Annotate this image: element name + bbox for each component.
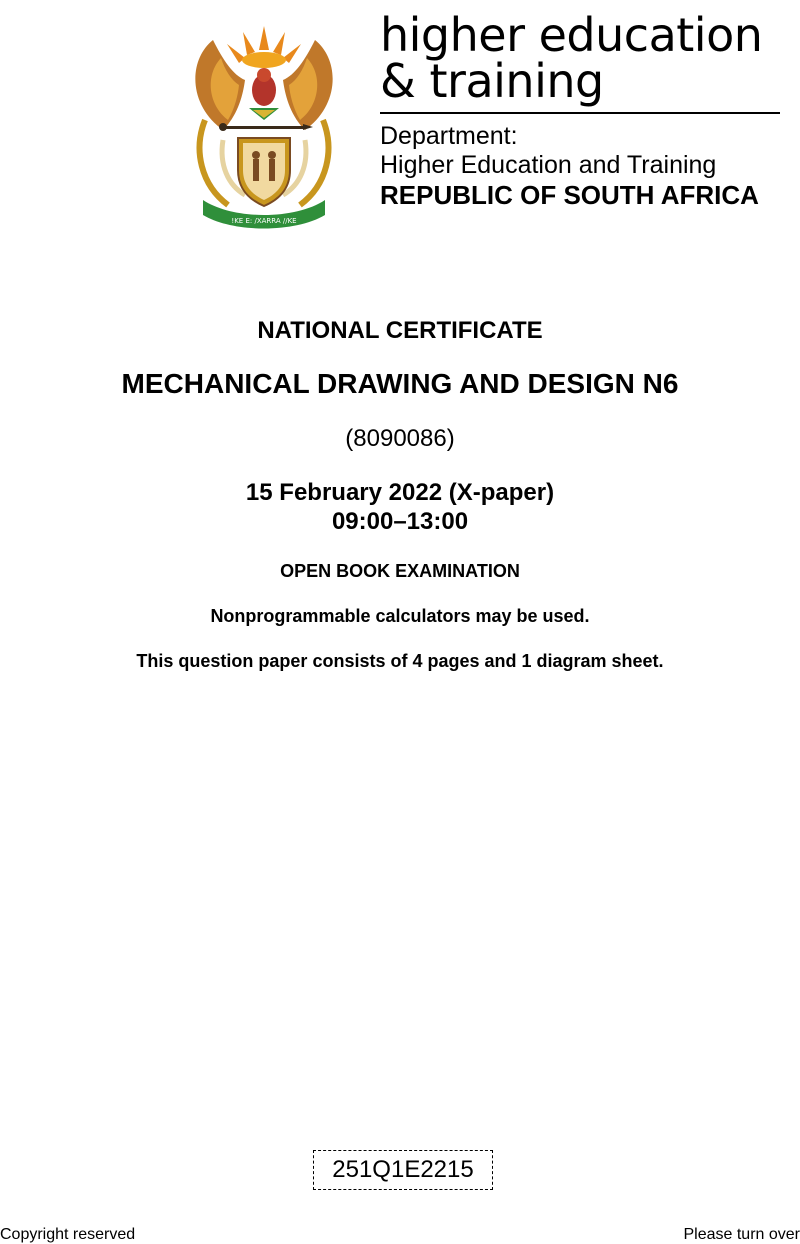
republic-name: REPUBLIC OF SOUTH AFRICA: [380, 180, 759, 210]
calculator-instruction: Nonprogrammable calculators may be used.: [210, 606, 590, 626]
coat-motto-text: !KE E: /XARRA //KE: [231, 217, 297, 225]
brand-title-line2: & training: [380, 54, 604, 108]
paper-code-box: 251Q1E2215: [313, 1150, 493, 1190]
certificate-title: NATIONAL CERTIFICATE: [257, 317, 543, 344]
department-branding: [380, 8, 785, 210]
pages-instruction: This question paper consists of 4 pages and 1 diagram sheet.: [136, 651, 664, 671]
brand-divider: [380, 112, 780, 114]
footer-copyright: Copyright reserved: [0, 1226, 136, 1243]
exam-time: 09:00–13:00: [331, 508, 469, 535]
department-name: Higher Education and Training: [380, 151, 717, 179]
footer-turn-over: Please turn over: [683, 1226, 800, 1243]
department-label: Department:: [380, 122, 518, 150]
subject-title: MECHANICAL DRAWING AND DESIGN N6: [121, 368, 679, 399]
brand-title-line1: higher education: [380, 8, 763, 62]
exam-date: 15 February 2022 (X-paper): [245, 479, 555, 506]
coat-of-arms-logo: [183, 20, 345, 232]
exam-type: OPEN BOOK EXAMINATION: [280, 561, 520, 581]
subject-code: (8090086): [345, 425, 455, 452]
